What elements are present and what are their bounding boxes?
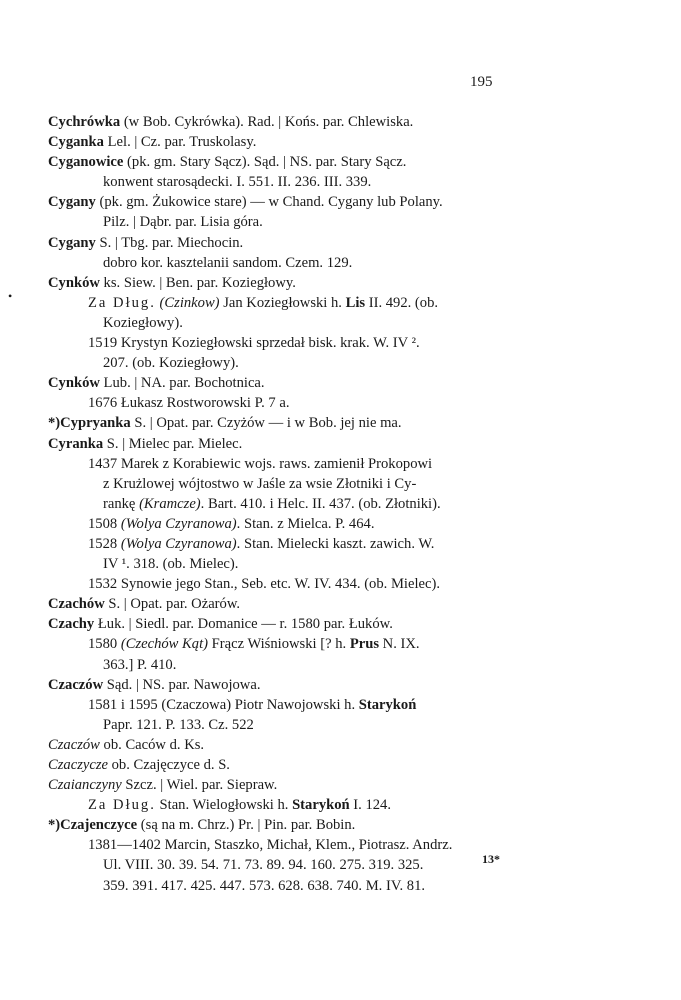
italic-text: (Czechów Kąt) — [120, 636, 208, 653]
text-line — [0, 494, 613, 514]
text-line — [0, 253, 613, 273]
text-run: Papr. 121. P. 133. Cz. 522 — [103, 716, 254, 733]
text-run: 1437 Marek z Korabiewic wojs. raws. zamienił Prokopowi — [88, 455, 433, 472]
text-line — [0, 755, 558, 775]
text-line — [0, 795, 598, 815]
entry-headword: Starykoń — [292, 797, 350, 814]
text-run: Frącz Wiśniowski [? h. — [208, 636, 350, 653]
entry-headword: Czachy — [48, 616, 95, 633]
text-line — [0, 454, 598, 474]
signature-mark: 13* — [482, 852, 500, 866]
text-run: ob. Czajęczyce d. S. — [107, 757, 230, 773]
text-line — [0, 353, 613, 373]
text-run: (w Bob. Cykrówka). Rad. | Końs. par. Chlewiska. — [120, 114, 414, 130]
text-run: 1580 — [88, 636, 121, 653]
text-run: (pk. gm. Stary Sącz). Sąd. | NS. par. Stary Sącz. — [123, 154, 407, 171]
text-run: 207. (ob. Koziegłowy). — [103, 355, 239, 372]
text-line — [0, 393, 598, 413]
italic-text: (Wolya Czyranowa) — [120, 515, 237, 532]
text-run: Lub. | NA. par. Bochotnica. — [99, 375, 265, 392]
text-run: I. 124. — [349, 797, 391, 814]
text-line — [0, 855, 613, 875]
text-line — [0, 614, 558, 634]
text-run: 363.] P. 410. — [103, 656, 177, 673]
text-run: 1381—1402 Marcin, Staszko, Michał, Klem., Piotrasz. Andrz. — [88, 837, 453, 854]
entry-headword: Cygany — [48, 234, 96, 251]
text-line — [0, 273, 558, 293]
text-line — [0, 594, 558, 614]
text-line — [0, 695, 598, 715]
text-run: ob. Caców d. Ks. — [99, 736, 205, 753]
entry-headword: *)Cypryanka — [48, 415, 131, 432]
text-line — [0, 715, 613, 735]
text-line — [0, 474, 613, 494]
text-line — [0, 212, 613, 232]
italic-text: Czaczycze — [48, 757, 108, 773]
entry-headword: Czachów — [48, 596, 105, 613]
text-run: Sąd. | NS. par. Nawojowa. — [103, 676, 261, 693]
text-line — [0, 132, 558, 152]
italic-text: (Kramcze) — [139, 495, 201, 512]
text-run: (są na m. Chrz.) Pr. | Pin. par. Bobin. — [137, 817, 356, 834]
text-run: S. | Tbg. par. Miechocin. — [95, 234, 244, 251]
text-line — [0, 373, 558, 393]
text-line — [0, 233, 558, 253]
text-run: . Bart. 410. i Helc. II. 437. (ob. Złotniki). — [200, 495, 441, 512]
text-line — [0, 815, 558, 835]
entry-headword: Prus — [349, 636, 379, 653]
text-run: . Stan. Mielecki kaszt. zawich. W. — [236, 535, 435, 552]
italic-text: Czaczów — [48, 736, 100, 753]
text-line — [0, 333, 598, 353]
text-run: 1508 — [88, 515, 121, 532]
text-run: Za Dług. — [88, 797, 156, 814]
italic-text: Czaianczyny — [48, 777, 122, 794]
text-line — [0, 172, 613, 192]
text-run: Jan Koziegłowski h. — [219, 294, 346, 311]
entry-headword: Cynków — [48, 274, 100, 291]
text-line — [0, 655, 613, 675]
text-line — [0, 313, 613, 333]
text-run: 1676 Łukasz Rostworowski P. 7 a. — [88, 395, 290, 412]
entry-headword: Lis — [345, 294, 366, 311]
text-run: konwent starosądecki. I. 551. II. 236. III. 339. — [103, 174, 372, 191]
text-run: Za Dług. — [88, 294, 156, 311]
text-run: Lel. | Cz. par. Truskolasy. — [103, 134, 257, 151]
text-run: rankę — [103, 495, 140, 512]
text-line — [0, 534, 598, 554]
text-line — [0, 293, 598, 313]
text-run: 1532 Synowie jego Stan., Seb. etc. W. IV. 434. (ob. Mielec). — [88, 576, 440, 593]
page-number: 195 — [470, 74, 493, 90]
text-run: IV ¹. 318. (ob. Mielec). — [103, 556, 239, 573]
text-line — [0, 775, 558, 795]
text-line — [0, 434, 558, 454]
entry-headword: Cyganka — [48, 134, 104, 151]
margin-bullet: • — [8, 289, 13, 303]
text-run: 1581 i 1595 (Czaczowa) Piotr Nawojowski h. — [88, 696, 359, 713]
text-line — [0, 675, 558, 695]
text-line — [0, 835, 598, 855]
italic-text: (Czinkow) — [159, 294, 220, 311]
entry-headword: Cygany — [48, 194, 96, 211]
text-body — [0, 112, 681, 896]
text-line — [0, 152, 558, 172]
entry-headword: Cychrówka — [48, 114, 121, 130]
text-run: Koziegłowy). — [103, 314, 183, 331]
text-run: S. | Mielec par. Mielec. — [103, 435, 243, 452]
text-run: S. | Opat. par. Ożarów. — [104, 596, 241, 613]
entry-headword: *)Czajenczyce — [48, 817, 138, 834]
text-line — [0, 634, 598, 654]
text-run: 1519 Krystyn Koziegłowski sprzedał bisk. krak. W. IV ². — [88, 335, 420, 352]
text-line — [0, 574, 598, 594]
text-run: 359. 391. 417. 425. 447. 573. 628. 638. 740. M. IV. 81. — [103, 877, 426, 894]
text-run: Ul. VIII. 30. 39. 54. 71. 73. 89. 94. 160. 275. 319. 325. — [103, 857, 424, 874]
text-line — [0, 192, 558, 212]
entry-headword: Cyranka — [48, 435, 104, 452]
text-run: . Stan. z Mielca. P. 464. — [236, 515, 375, 532]
text-run: II. 492. (ob. — [365, 294, 439, 311]
text-run: N. IX. — [379, 636, 420, 653]
text-line — [0, 413, 558, 433]
entry-headword: Czaczów — [48, 676, 104, 693]
text-line — [0, 554, 613, 574]
text-run: Szcz. | Wiel. par. Siepraw. — [121, 777, 278, 794]
text-run: z Krużlowej wójtostwo w Jaśle za wsie Złotniki i Cy- — [103, 475, 417, 492]
text-line — [0, 112, 558, 132]
text-run: 1528 — [88, 535, 121, 552]
entry-headword: Starykoń — [358, 696, 417, 713]
italic-text: (Wolya Czyranowa) — [120, 535, 237, 552]
text-line — [0, 876, 613, 896]
text-run: Łuk. | Siedl. par. Domanice — r. 1580 par. Łuków. — [94, 616, 393, 633]
text-line — [0, 514, 598, 534]
text-run: dobro kor. kasztelanii sandom. Czem. 129. — [103, 254, 353, 271]
text-run: (pk. gm. Żukowice stare) — w Chand. Cygany lub Polany. — [95, 194, 443, 211]
text-run: Stan. Wielogłowski h. — [155, 797, 293, 814]
text-run: Pilz. | Dąbr. par. Lisia góra. — [103, 214, 263, 231]
text-line — [0, 735, 558, 755]
entry-headword: Cynków — [48, 375, 100, 392]
entry-headword: Cyganowice — [48, 154, 124, 171]
text-run: ks. Siew. | Ben. par. Koziegłowy. — [99, 274, 296, 291]
text-run: S. | Opat. par. Czyżów — i w Bob. jej nie ma. — [130, 415, 402, 432]
